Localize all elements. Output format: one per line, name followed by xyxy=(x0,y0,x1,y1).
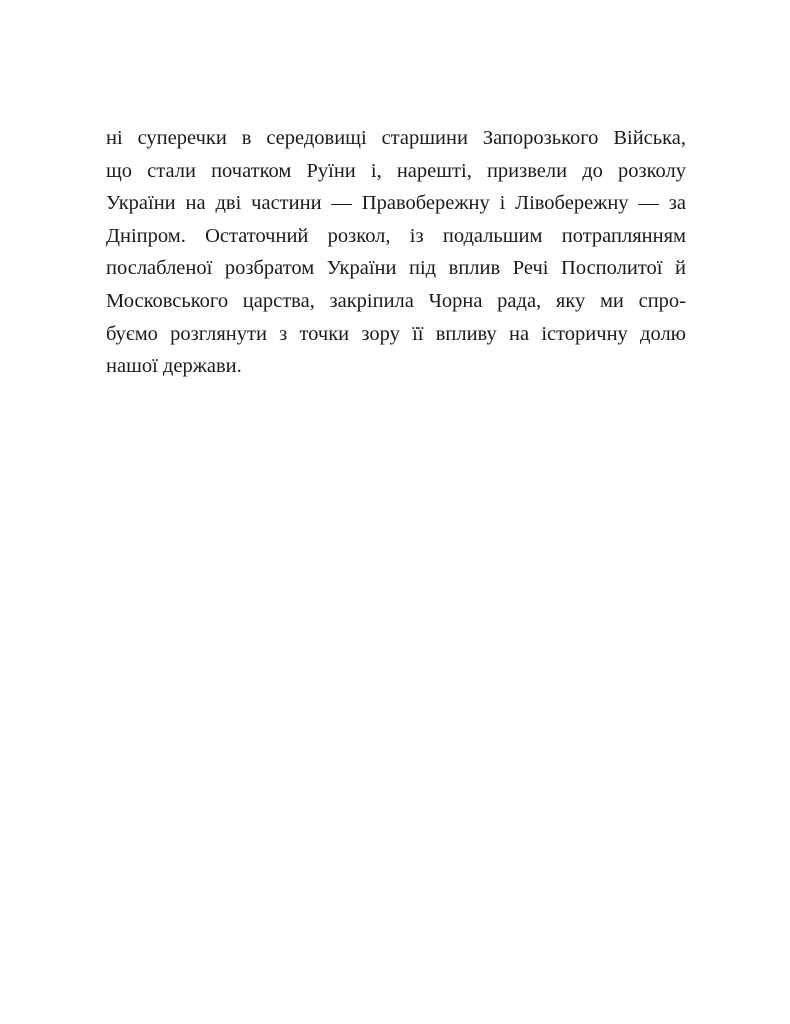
paragraph-line: Дніпром. Остаточний розкол, із подальшим потраплянням xyxy=(106,224,686,247)
paragraph-line: нашої держави. xyxy=(106,355,242,378)
paragraph-line: що стали початком Руїни і, нарешті, призвели до розколу xyxy=(106,159,686,182)
paragraph-line: буємо розглянути з точки зору її впливу на історичну долю xyxy=(106,322,686,345)
body-paragraph xyxy=(106,122,686,383)
paragraph-line: України на дві частини — Правобережну і Лівобережну — за xyxy=(106,192,686,215)
paragraph-line: Московського царства, закріпила Чорна рада, яку ми спро- xyxy=(106,289,686,312)
paragraph-line: послабленої розбратом України під вплив Речі Посполитої й xyxy=(106,257,686,280)
paragraph-line: ні суперечки в середовищі старшини Запорозького Війська, xyxy=(106,127,686,149)
